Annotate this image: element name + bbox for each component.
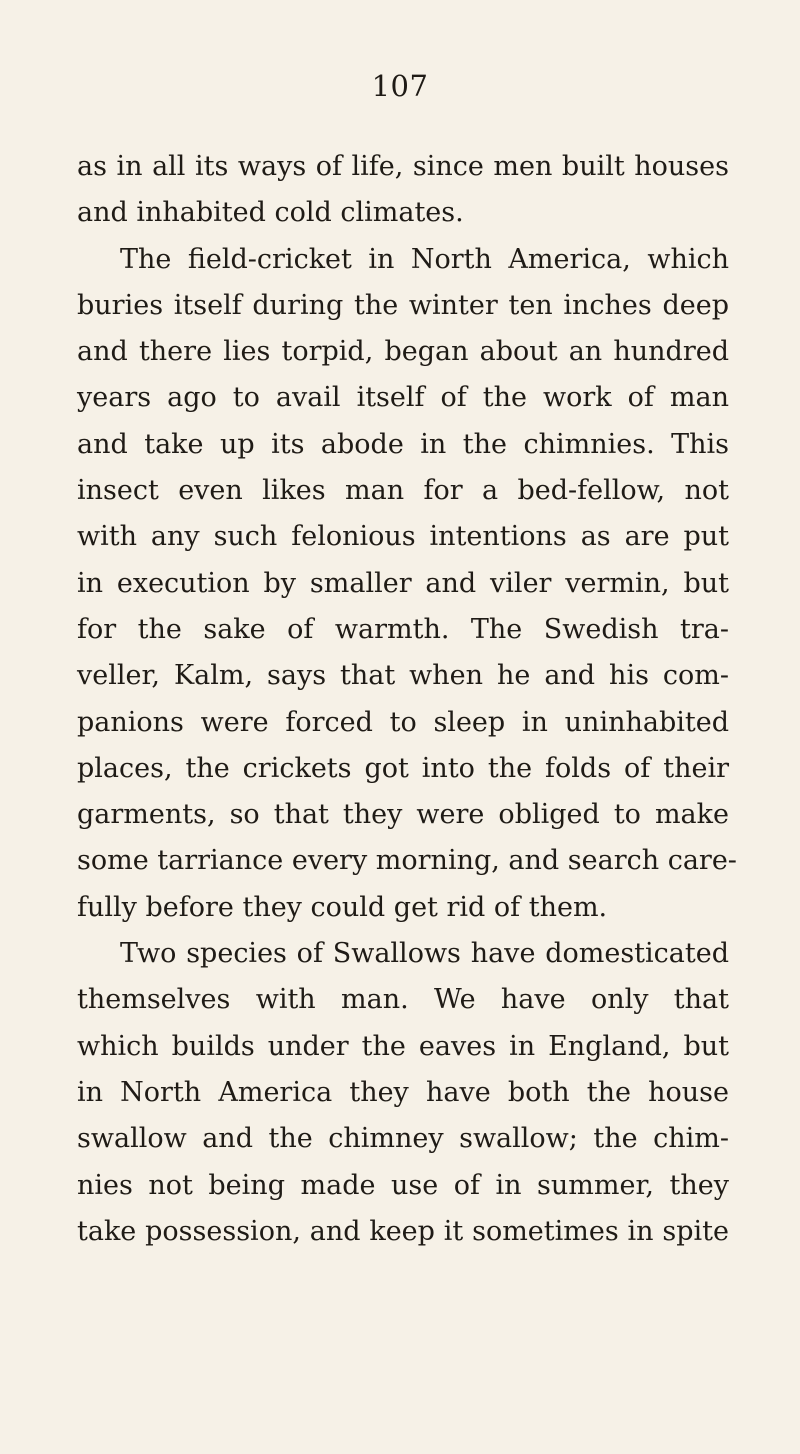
text-line: in execution by smaller and viler vermin, but [77, 567, 729, 599]
text-line: take possession, and keep it sometimes in spite [77, 1215, 729, 1247]
text-line: garments, so that they were obliged to make [77, 799, 729, 831]
text-line: and take up its abode in the chimnies. This [77, 428, 729, 460]
text-line: some tarriance every morning, and search care- [77, 845, 737, 877]
text-line: in North America they have both the house [77, 1076, 729, 1108]
text-line: years ago to avail itself of the work of man [77, 382, 729, 414]
text-line: as in all its ways of life, since men built houses [77, 151, 729, 182]
text-line: for the sake of warmth. The Swedish tra- [77, 613, 729, 645]
text-line: places, the crickets got into the folds of their [77, 752, 729, 784]
text-line: The field-cricket in North America, which [120, 243, 729, 275]
text-line: Two species of Swallows have domesticated [120, 938, 729, 970]
text-line: and there lies torpid, began about an hundred [77, 336, 729, 368]
text-line: nies not being made use of in summer, they [77, 1169, 729, 1201]
text-line: and inhabited cold climates. [77, 197, 464, 229]
text-line: buries itself during the winter ten inches deep [77, 289, 729, 321]
text-line: fully before they could get rid of them. [77, 891, 608, 923]
text-line: insect even likes man for a bed-fellow, not [77, 475, 729, 507]
text-line: which builds under the eaves in England, but [77, 1030, 729, 1062]
text-line: with any such felonious intentions as are put [77, 521, 729, 553]
text-line: swallow and the chimney swallow; the chim- [77, 1123, 729, 1155]
text-line: themselves with man. We have only that [77, 984, 729, 1016]
body-text [77, 144, 737, 1255]
text-line: panions were forced to sleep in uninhabited [77, 706, 729, 738]
page-number: 107 [371, 69, 429, 103]
text-line: veller, Kalm, says that when he and his com- [77, 660, 729, 692]
